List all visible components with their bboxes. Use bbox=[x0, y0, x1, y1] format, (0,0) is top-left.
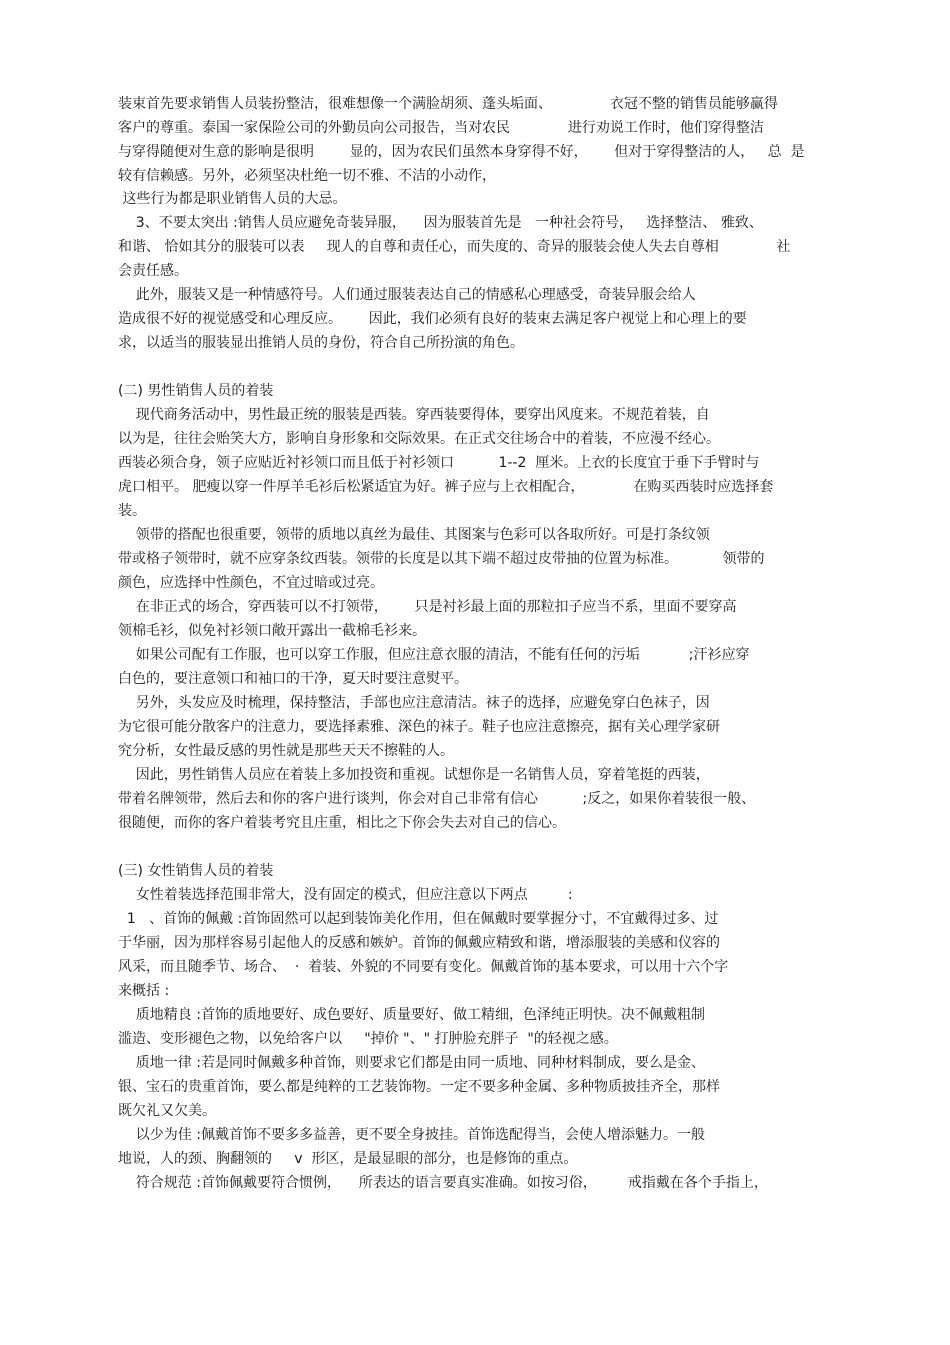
text-line: 质地一律 :若是同时佩戴多种首饰，则要求它们都是由同一质地、同种材料制成，要么是金、 bbox=[118, 1055, 705, 1071]
text-line: 另外，头发应及时梳理，保持整洁，手部也应注意清洁。袜子的选择，应避免穿白色袜子，因 bbox=[118, 695, 710, 711]
text-line: 带或格子领带时，就不应穿条纹西装。领带的长度是以其下端不超过皮带抽的位置为标准。 领带的 bbox=[118, 551, 765, 567]
text-line: 会责任感。 bbox=[118, 263, 188, 279]
text-line: 因此，男性销售人员应在着装上多加投资和重视。试想你是一名销售人员，穿着笔挺的西装， bbox=[118, 767, 710, 783]
text-line: 质地精良 :首饰的质地要好、成色要好、质量要好、做工精细，色泽纯正明快。决不佩戴粗制 bbox=[118, 1007, 705, 1023]
text-line: 符合规范 :首饰佩戴要符合惯例， 所表达的语言要真实准确。如按习俗， 戒指戴在各个手指上， bbox=[118, 1175, 768, 1191]
text-line: 这些行为都是职业销售人员的大忌。 bbox=[118, 191, 347, 207]
text-line: 以为是，往往会贻笑大方，影响自身形象和交际效果。在正式交往场合中的着装，不应漫不经心。 bbox=[118, 431, 720, 447]
text-line: 很随便，而你的客户着装考究且庄重，相比之下你会失去对自己的信心。 bbox=[118, 815, 566, 831]
text-line: 求，以适当的服装显出推销人员的身份，符合自己所扮演的角色。 bbox=[118, 335, 524, 351]
text-line: 和谐、 恰如其分的服装可以表 现人的自尊和责任心，而失度的、奇异的服装会使人失去自尊相 社 bbox=[118, 239, 791, 255]
text-line: 客户的尊重。泰国一家保险公司的外勤员向公司报告，当对农民 进行劝说工作时，他们穿得整洁 bbox=[118, 120, 764, 136]
text-line: 此外，服装又是一种情感符号。人们通过服装表达自己的情感私心理感受，奇装异服会给人 bbox=[118, 287, 696, 303]
text-line: 女性着装选择范围非常大，没有固定的模式，但应注意以下两点 : bbox=[118, 887, 573, 903]
text-line: 白色的，要注意领口和袖口的干净，夏天时要注意熨平。 bbox=[118, 671, 468, 687]
text-line: 为它很可能分散客户的注意力，要选择素雅、深色的袜子。鞋子也应注意擦亮，据有关心理学家研 bbox=[118, 719, 720, 735]
text-line: 与穿得随便对生意的影响是很明 显的，因为农民们虽然本身穿得不好， 但对于穿得整洁的人， 总 是 bbox=[118, 144, 805, 160]
text-line: 虎口相平。 肥瘦以穿一件厚羊毛衫后松紧适宜为好。裤子应与上衣相配合， 在购买西装时应选择套 bbox=[118, 479, 774, 495]
text-line: 地说，人的颈、胸翻领的 v 形区，是最显眼的部分，也是修饰的重点。 bbox=[118, 1151, 578, 1167]
text-line: (二) 男性销售人员的着装 bbox=[118, 383, 274, 399]
text-line: (三) 女性销售人员的着装 bbox=[118, 863, 274, 879]
text-line: 装束首先要求销售人员装扮整洁，很难想像一个满脸胡须、蓬头垢面、 衣冠不整的销售员能够赢得 bbox=[118, 96, 778, 112]
text-line: 较有信赖感。另外，必须坚决杜绝一切不雅、不洁的小动作， bbox=[118, 168, 496, 184]
text-line: 究分析，女性最反感的男性就是那些天天不擦鞋的人。 bbox=[118, 743, 454, 759]
text-line: 以少为佳 :佩戴首饰不要多多益善，更不要全身披挂。首饰选配得当，会使人增添魅力。一般 bbox=[118, 1127, 705, 1143]
text-line: 3、不要太突出 :销售人员应避免奇装异服， 因为服装首先是 一种社会符号， 选择整洁、 雅致、 bbox=[118, 215, 763, 231]
text-line: 来概括 : bbox=[118, 983, 170, 999]
text-line: 领带的搭配也很重要，领带的质地以真丝为最佳、其图案与色彩可以各取所好。可是打条纹领 bbox=[118, 527, 710, 543]
text-line: 1 、首饰的佩戴 :首饰固然可以起到装饰美化作用，但在佩戴时要掌握分寸，不宜戴得过多、过 bbox=[118, 911, 719, 927]
text-line: 风采，而且随季节、场合、 · 着装、外貌的不同要有变化。佩戴首饰的基本要求，可以用十六个字 bbox=[118, 959, 729, 975]
text-line: 西装必须合身，领子应贴近衬衫领口而且低于衬衫领口 1--2 厘米。上衣的长度宜于垂下手臂时与 bbox=[118, 455, 760, 471]
text-line: 带着名牌领带，然后去和你的客户进行谈判，你会对自己非常有信心 ;反之，如果你着装很一般、 bbox=[118, 791, 756, 807]
text-line: 于华丽，因为那样容易引起他人的反感和嫉妒。首饰的佩戴应精致和谐，增添服装的美感和仪容的 bbox=[118, 935, 720, 951]
text-line: 造成很不好的视觉感受和心理反应。 因此，我们必须有良好的装束去满足客户视觉上和心理上的要 bbox=[118, 311, 747, 327]
text-line: 领棉毛衫，似免衬衫领口敞开露出一截棉毛衫来。 bbox=[118, 623, 426, 639]
text-line: 银、宝石的贵重首饰，要么都是纯粹的工艺装饰物。一定不要多种金属、多种物质披挂齐全，那样 bbox=[118, 1079, 720, 1095]
text-line: 既欠礼又欠美。 bbox=[118, 1103, 216, 1119]
text-line: 如果公司配有工作服，也可以穿工作服，但应注意衣服的清洁，不能有任何的污垢 ;汗衫应穿 bbox=[118, 647, 750, 663]
text-line: 在非正式的场合，穿西装可以不打领带， 只是衬衫最上面的那粒扣子应当不系，里面不要穿高 bbox=[118, 599, 737, 615]
text-line: 现代商务活动中，男性最正统的服装是西装。穿西装要得体，要穿出风度来。不规范着装，自 bbox=[118, 407, 710, 423]
text-line: 滥造、变形褪色之物，以免给客户以 "掉价 "、" 打肿脸充胖子 "的轻视之感。 bbox=[118, 1031, 618, 1047]
text-line: 装。 bbox=[118, 503, 146, 519]
text-line: 颜色，应选择中性颜色，不宜过暗或过亮。 bbox=[118, 575, 384, 591]
